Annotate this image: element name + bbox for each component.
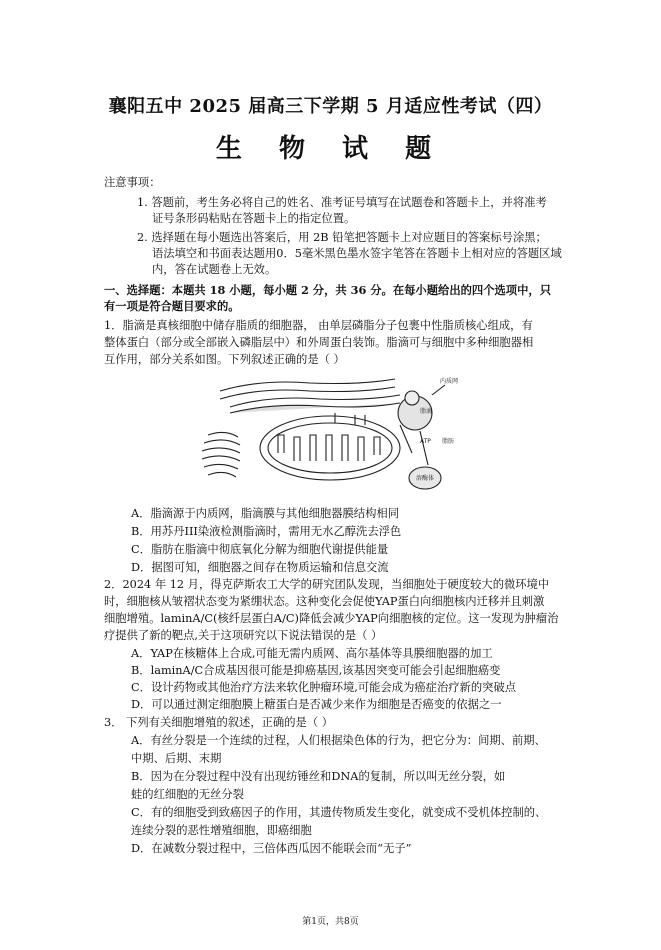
- q2-option-a: A．YAP在核糖体上合成,可能无需内质网、高尔基体等具膜细胞器的加工: [131, 647, 493, 660]
- question-2-stem-cont: 时，细胞核从皱褶状态变为紧绷状态。这种变化会促使YAP蛋白向细胞核内迁移并且刺激: [104, 595, 545, 608]
- organelle-diagram: [190, 373, 472, 505]
- notice-item-1: 1. 答题前，考生务必将自己的姓名、准考证号填写在试题卷和答题卡上，并将准考: [137, 196, 547, 209]
- q3-option-b-cont: 蛙的红细胞的无丝分裂: [131, 788, 244, 801]
- question-1-stem-cont2: 互作用，部分关系如图。下列叙述正确的是（ ）: [104, 353, 345, 366]
- q2-option-b: B．laminA/C合成基因很可能是抑癌基因,该基因突变可能会引起细胞癌变: [131, 664, 501, 677]
- question-3-stem: 3． 下列有关细胞增殖的叙述，正确的是（ ）: [104, 716, 334, 729]
- notice-item-1-cont: 证号条形码粘贴在答题卡上的指定位置。: [152, 212, 356, 225]
- q3-option-a-cont: 中期、后期、末期: [131, 752, 222, 765]
- question-2-stem: 2．2024 年 12 月，得克萨斯农工大学的研究团队发现，当细胞处于硬度较大的微环境中: [104, 578, 550, 591]
- q3-option-c: C．有的细胞受到致癌因子的作用，其遗传物质发生变化，就变成不受机体控制的、: [131, 806, 547, 819]
- question-2-stem-cont3: 疗提供了新的靶点,关于这项研究以下说法错误的是（ ）: [104, 629, 383, 642]
- label-er: 内质网: [440, 378, 459, 385]
- q2-option-d: D．可以通过测定细胞膜上糖蛋白是否减少来作为细胞是否癌变的依据之一: [131, 698, 502, 711]
- q1-option-d: D．据图可知，细胞器之间存在物质运输和信息交流: [131, 561, 389, 574]
- label-atp: ATP: [420, 438, 431, 445]
- page-number: 第1页，共8页: [302, 917, 359, 927]
- section-heading: 一、选择题：本题共 18 小题，每小题 2 分，共 36 分。在每小题给出的四个选项中，只: [104, 283, 551, 297]
- section-heading-cont: 有一项是符合题目要求的。: [104, 299, 240, 313]
- q3-option-d: D．在减数分裂过程中，三倍体西瓜因不能联会而“无子”: [131, 842, 412, 855]
- exam-title: 襄阳五中 2025 届高三下学期 5 月适应性考试（四）: [108, 96, 553, 117]
- question-1-stem-cont: 整体蛋白（部分或全部嵌入磷脂层中）和外周蛋白装饰。脂滴可与细胞中多种细胞器相: [104, 336, 534, 349]
- notice-item-2-cont2: 内，答在试题卷上无效。: [152, 263, 277, 276]
- q3-option-c-cont: 连续分裂的恶性增殖细胞，即癌细胞: [131, 824, 312, 837]
- q1-option-b: B．用苏丹III染液检测脂滴时，需用无水乙醇洗去浮色: [131, 525, 402, 538]
- label-lysosome: 溶酶体: [416, 475, 435, 482]
- question-1-stem: 1．脂滴是真核细胞中储存脂质的细胞器， 由单层磷脂分子包裹中性脂质核心组成，有: [104, 319, 533, 332]
- question-2-stem-cont2: 细胞增殖。laminA/C(核纤层蛋白A/C)降低会减少YAP向细胞核的定位。这一发现为肿瘤治: [104, 612, 559, 625]
- notice-item-2: 2. 选择题在每小题选出答案后，用 2B 铅笔把答题卡上对应题目的答案标号涂黑；: [137, 231, 547, 244]
- q3-option-a: A．有丝分裂是一个连续的过程，人们根据染色体的行为，把它分为：间期、前期、: [131, 734, 546, 747]
- subject-title: 生 物 试 题: [215, 134, 446, 164]
- q1-option-c: C．脂肪在脂滴中彻底氧化分解为细胞代谢提供能量: [131, 543, 389, 556]
- q3-option-b: B．因为在分裂过程中没有出现纺锤丝和DNA的复制，所以叫无丝分裂，如: [131, 770, 506, 783]
- label-fat: 脂肪: [442, 438, 455, 445]
- q1-option-a: A．脂滴源于内质网，脂滴膜与其他细胞器膜结构相同: [131, 507, 399, 520]
- notice-heading: 注意事项：: [104, 176, 161, 189]
- label-lipid: 脂滴: [420, 408, 433, 415]
- q2-option-c: C．设计药物或其他治疗方法来软化肿瘤环境,可能会成为癌症治疗新的突破点: [131, 681, 517, 694]
- notice-item-2-cont: 语法填空和书面表达题用0．5毫米黑色墨水签字笔答在答题卡上相对应的答题区域: [152, 247, 562, 260]
